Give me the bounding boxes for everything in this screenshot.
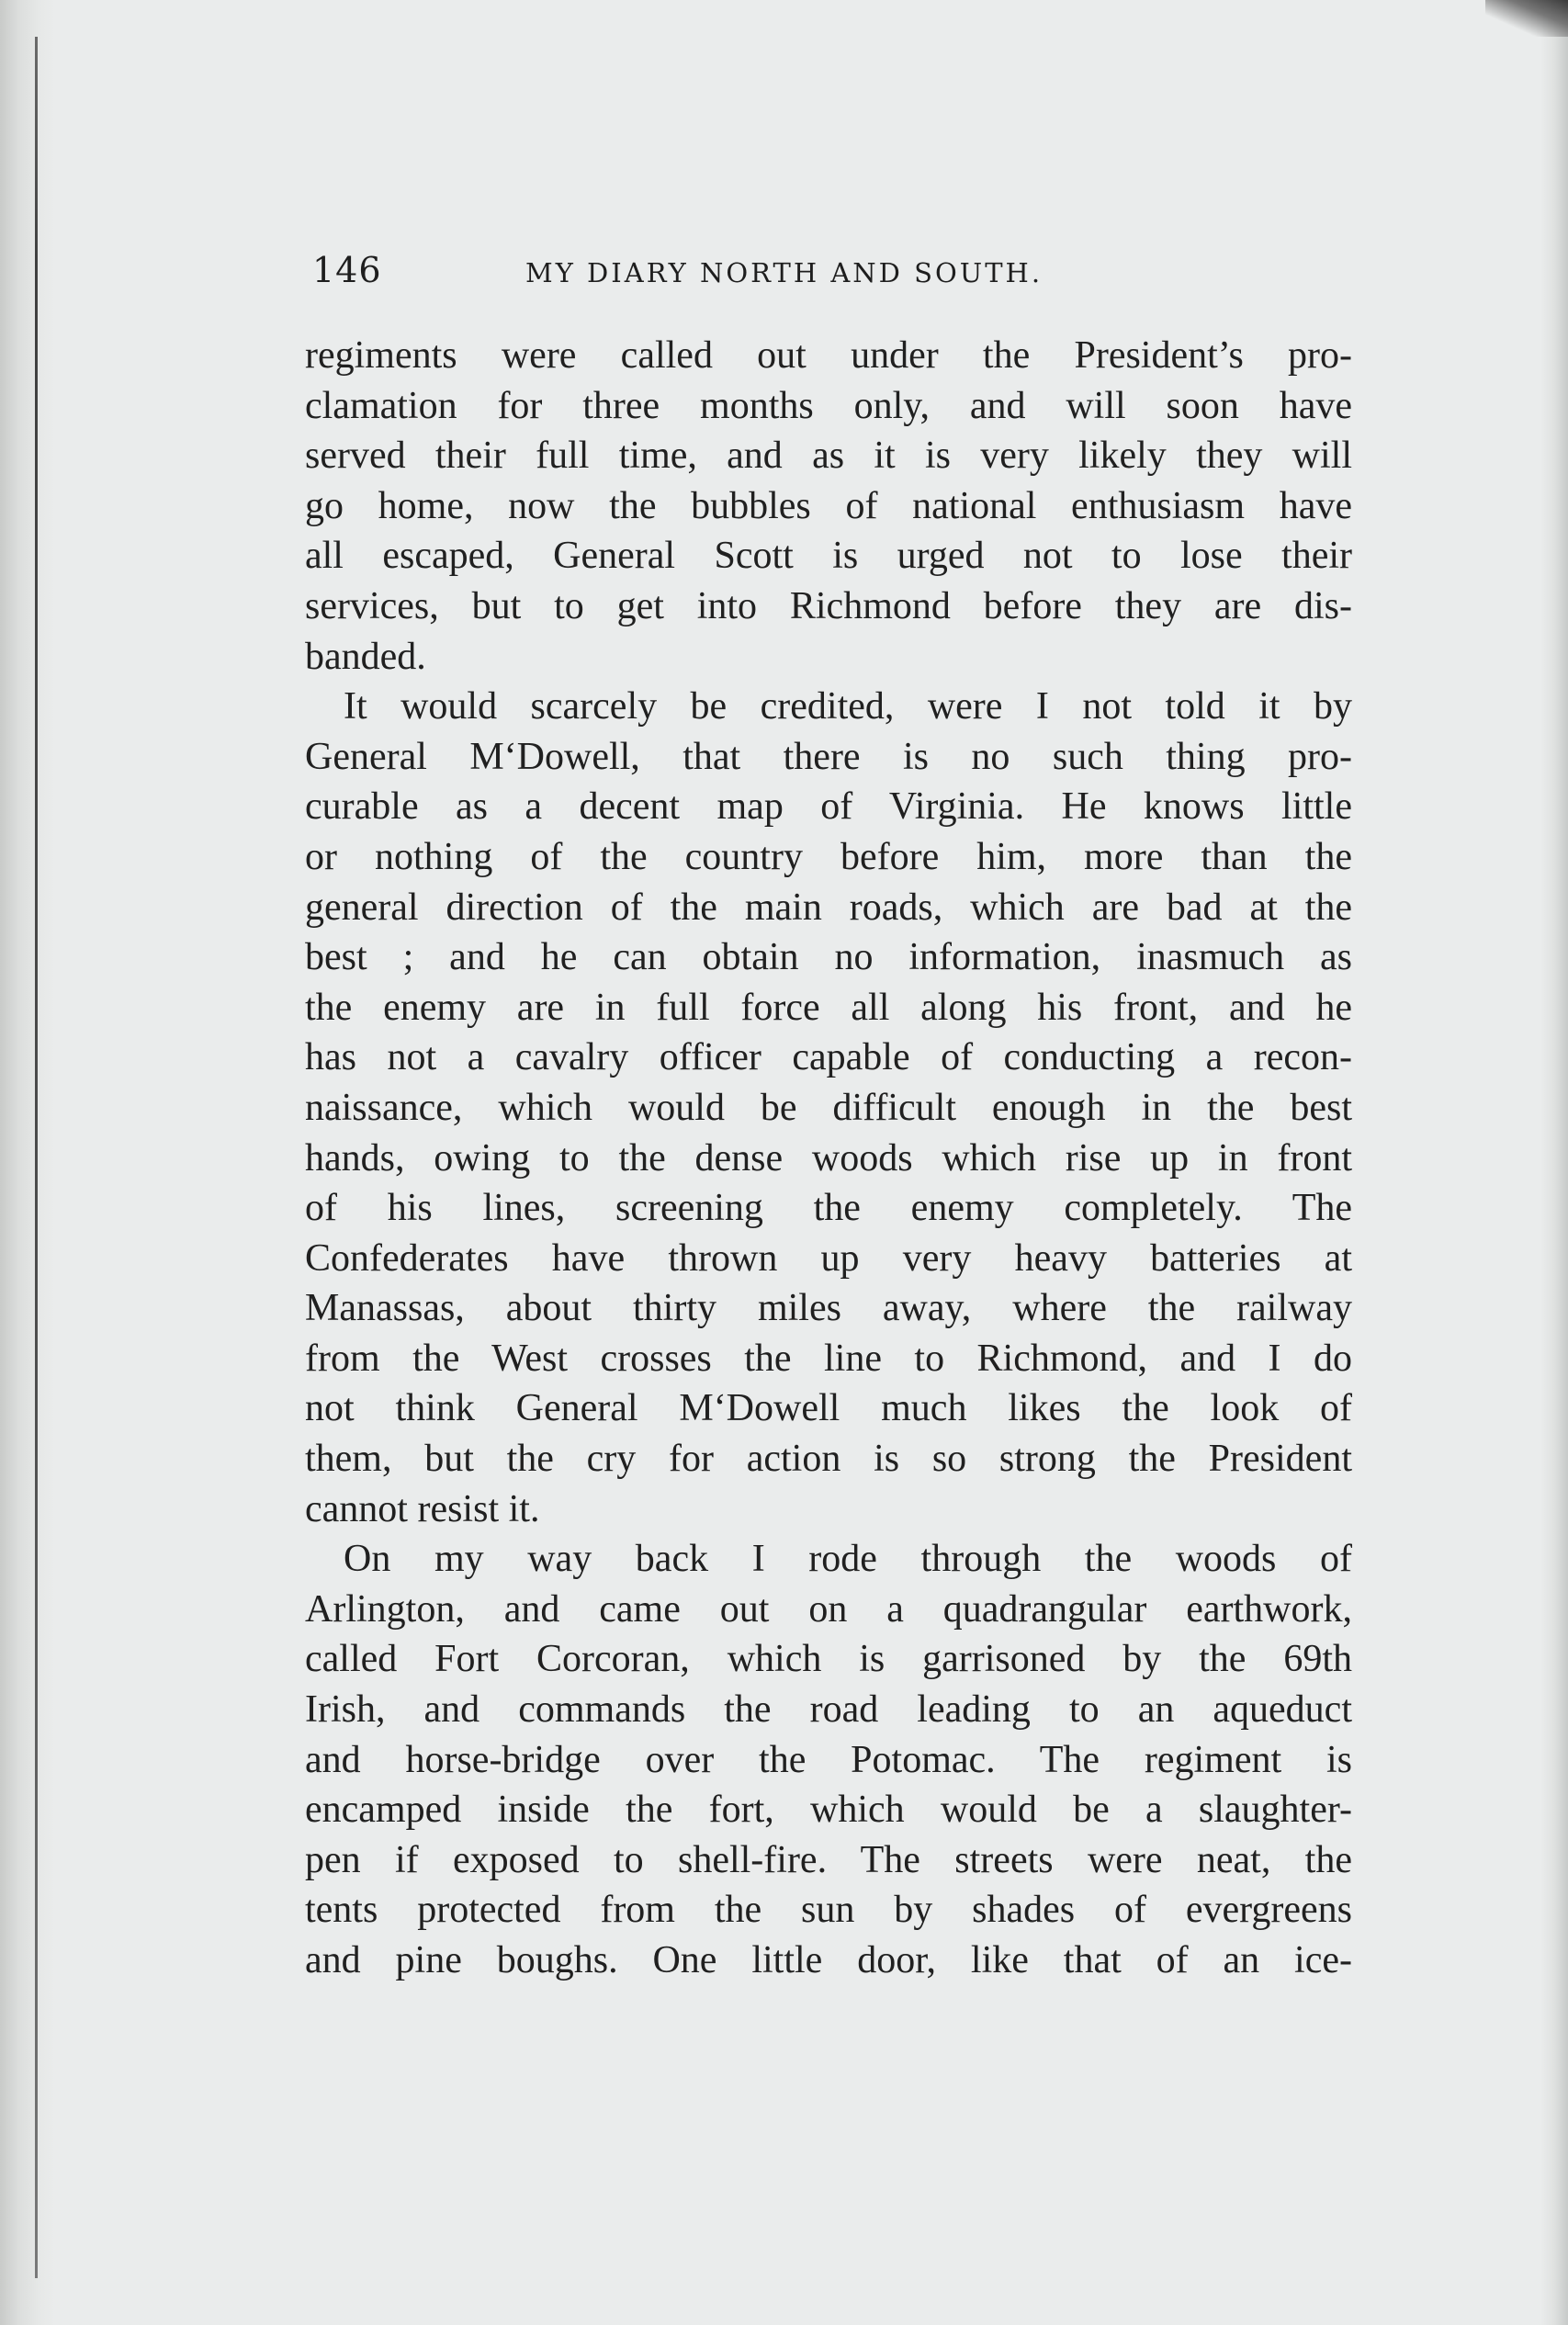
text-line: from the West crosses the line to Richmond, and I do (305, 1337, 1352, 1380)
text-line: served their full time, and as it is very likely they will (305, 435, 1352, 478)
text-line: naissance, which would be difficult enough in the best (305, 1086, 1352, 1129)
text-line: best ; and he can obtain no information, inasmuch as (305, 936, 1352, 979)
text-line: tents protected from the sun by shades of evergreens (305, 1889, 1352, 1932)
text-line: encamped inside the fort, which would be a slaughter- (305, 1789, 1352, 1832)
text-line: Confederates have thrown up very heavy batteries at (305, 1236, 1352, 1280)
running-header (312, 250, 1176, 296)
text-line: pen if exposed to shell-fire. The streets were neat, the (305, 1838, 1352, 1881)
text-line: hands, owing to the dense woods which rise up in front (305, 1136, 1352, 1179)
text-line: of his lines, screening the enemy completely. The (305, 1187, 1352, 1230)
text-line: cannot resist it. (305, 1487, 540, 1530)
text-line: Manassas, about thirty miles away, where the railway (305, 1287, 1352, 1330)
binding-edge-line (35, 37, 38, 2278)
text-line: go home, now the bubbles of national enthusiasm have (305, 484, 1352, 527)
text-line: Irish, and commands the road leading to an aqueduct (305, 1688, 1352, 1732)
text-line: and horse-bridge over the Potomac. The regiment is (305, 1738, 1352, 1781)
page-right-edge (1540, 0, 1568, 2325)
text-line: and pine boughs. One little door, like that of an ice- (305, 1939, 1352, 1981)
text-line: has not a cavalry officer capable of conducting a recon- (305, 1036, 1352, 1079)
page-number: 146 (312, 250, 382, 290)
text-line: general direction of the main roads, which are bad at the (305, 886, 1352, 929)
text-line: banded. (305, 635, 426, 678)
binding-gutter (0, 0, 55, 2325)
text-line: all escaped, General Scott is urged not to lose their (305, 535, 1352, 578)
text-line: the enemy are in full force all along his front, and he (305, 986, 1352, 1029)
text-line: services, but to get into Richmond before they are dis- (305, 584, 1352, 627)
text-line: them, but the cry for action is so strong the President (305, 1438, 1352, 1481)
running-title: MY DIARY NORTH AND SOUTH. (525, 257, 1043, 288)
paragraph-first-line: It would scarcely be credited, were I not told it by (344, 685, 1352, 728)
text-line: not think General M‘Dowell much likes the look of (305, 1387, 1352, 1430)
text-line: regiments were called out under the President’s pro- (305, 334, 1352, 377)
text-line: curable as a decent map of Virginia. He knows little (305, 785, 1352, 829)
text-line: called Fort Corcoran, which is garrisoned by the 69th (305, 1638, 1352, 1681)
text-line: clamation for three months only, and will soon have (305, 384, 1352, 427)
paragraph-first-line: On my way back I rode through the woods of (344, 1538, 1352, 1581)
text-line: General M‘Dowell, that there is no such thing pro- (305, 735, 1352, 778)
text-line: or nothing of the country before him, more than the (305, 835, 1352, 878)
page-corner-shadow (1485, 0, 1568, 37)
text-line: Arlington, and came out on a quadrangular earthwork, (305, 1587, 1352, 1631)
body-text (305, 331, 1352, 1986)
